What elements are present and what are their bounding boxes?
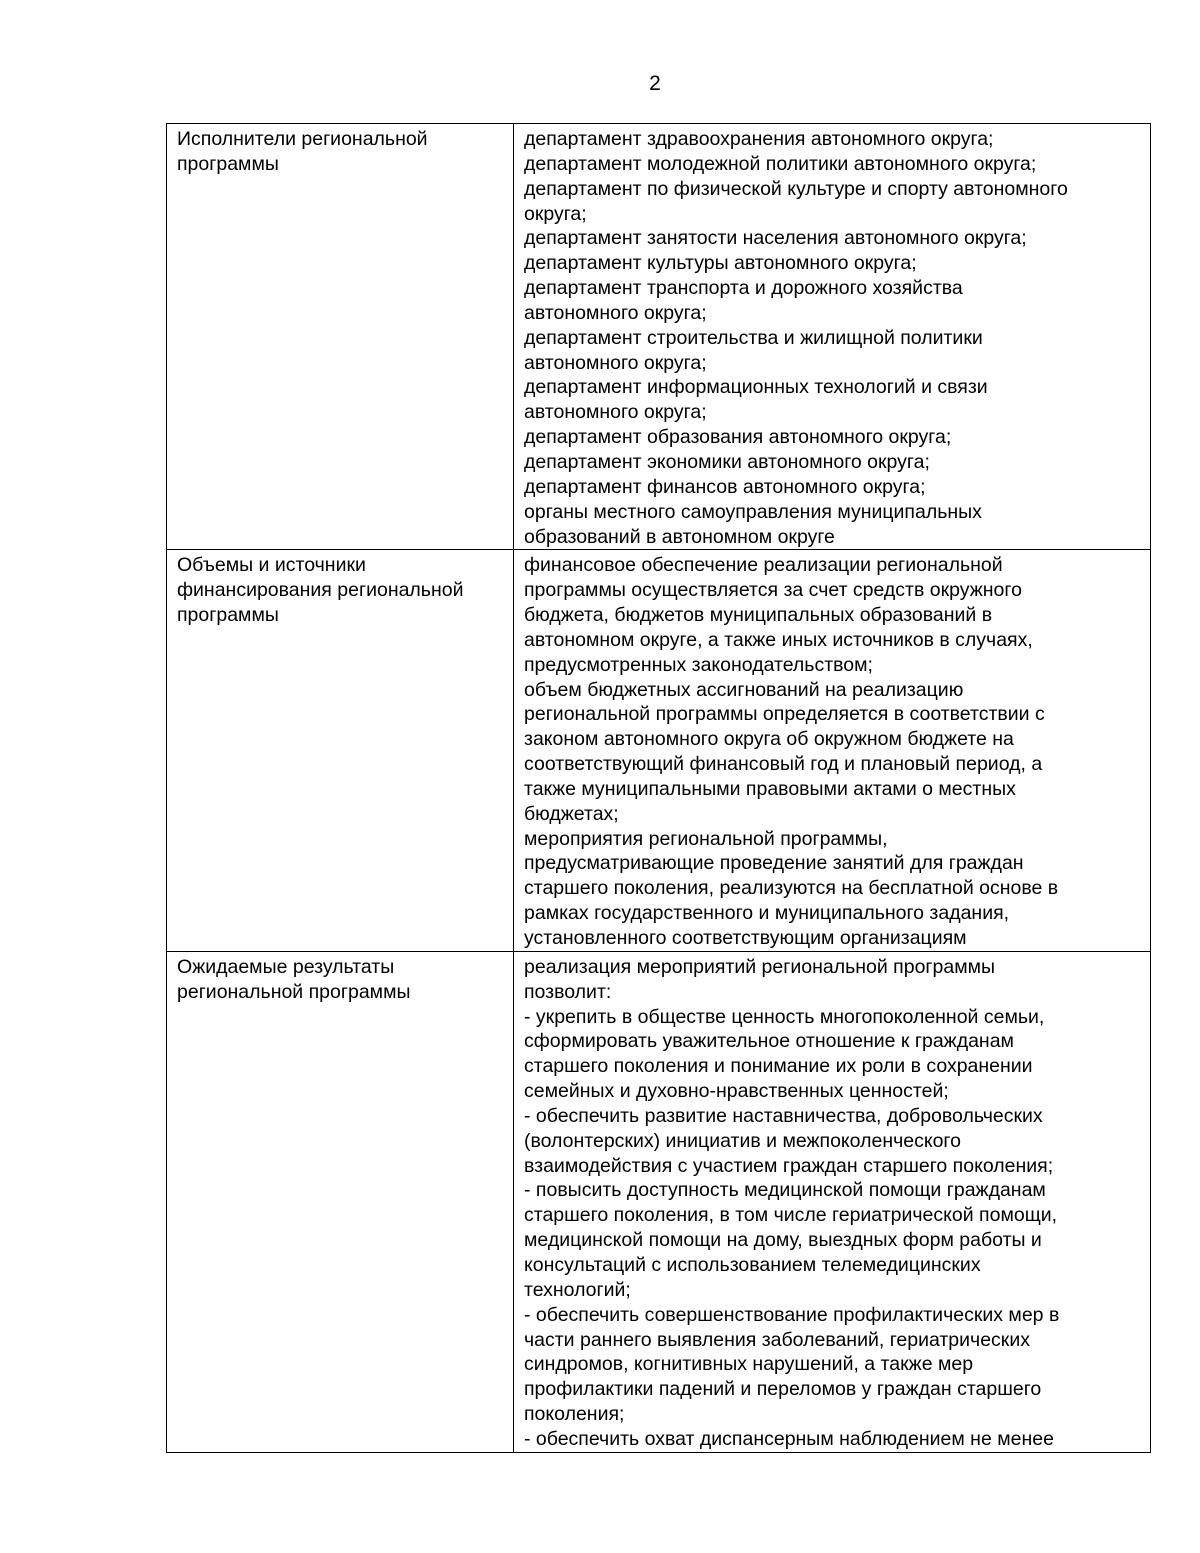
value-line: региональной программы определяется в соответствии с: [524, 703, 1045, 726]
row-value-executors: [514, 124, 1151, 550]
value-line: департамент занятости населения автономного округа;: [524, 227, 1027, 250]
row-label-expected-results: [167, 951, 514, 1452]
value-line: департамент строительства и жилищной политики: [524, 326, 983, 349]
value-line: - повысить доступность медицинской помощи гражданам: [524, 1179, 1046, 1202]
value-line: бюджетах;: [524, 802, 619, 825]
table-row: [167, 550, 1151, 952]
value-line: департамент транспорта и дорожного хозяйства: [524, 277, 963, 300]
value-line: автономного округа;: [524, 301, 707, 324]
label-line: программы: [177, 604, 279, 627]
table-row: [167, 124, 1151, 550]
value-line: мероприятия региональной программы,: [524, 827, 888, 850]
value-line: - обеспечить совершенствование профилактических мер в: [524, 1303, 1060, 1326]
value-line: департамент информационных технологий и связи: [524, 376, 988, 399]
value-line: автономного округа;: [524, 401, 707, 424]
program-passport-table: [166, 123, 1151, 1453]
value-line: - обеспечить охват диспансерным наблюдением не менее: [524, 1427, 1054, 1450]
value-line: рамках государственного и муниципального задания,: [524, 902, 1010, 925]
value-line: (волонтерских) инициатив и межпоколенческого: [524, 1129, 961, 1152]
value-line: соответствующий финансовый год и плановый период, а: [524, 753, 1043, 776]
value-line: семейных и духовно-нравственных ценностей;: [524, 1080, 949, 1103]
value-line: департамент образования автономного округа;: [524, 426, 952, 449]
value-line: - обеспечить развитие наставничества, добровольческих: [524, 1104, 1043, 1127]
value-line: департамент здравоохранения автономного округа;: [524, 128, 994, 150]
value-line: консультаций с использованием телемедицинских: [524, 1253, 981, 1276]
value-line: округа;: [524, 202, 587, 225]
label-line: программы: [177, 152, 279, 175]
label-line: финансирования региональной: [177, 579, 464, 602]
value-line: установленного соответствующим организациям: [524, 927, 967, 949]
value-line: бюджета, бюджетов муниципальных образований в: [524, 604, 993, 627]
table-row: [167, 951, 1151, 1452]
value-line: объем бюджетных ассигнований на реализацию: [524, 678, 964, 701]
row-value-financing: [514, 550, 1151, 952]
value-line: реализация мероприятий региональной программы: [524, 955, 996, 978]
value-line: также муниципальными правовыми актами о местных: [524, 777, 1016, 800]
label-line: региональной программы: [177, 980, 411, 1003]
value-line: законом автономного округа об окружном бюджете на: [524, 728, 1014, 751]
label-line: Исполнители региональной: [177, 128, 428, 150]
value-line: взаимодействия с участием граждан старшего поколения;: [524, 1154, 1054, 1177]
row-label-executors: [167, 124, 514, 550]
value-line: старшего поколения, реализуются на бесплатной основе в: [524, 877, 1059, 900]
value-line: сформировать уважительное отношение к гражданам: [524, 1030, 1014, 1053]
value-line: старшего поколения, в том числе гериатрической помощи,: [524, 1204, 1058, 1227]
row-value-expected-results: [514, 951, 1151, 1452]
value-line: департамент молодежной политики автономного округа;: [524, 152, 1037, 175]
value-line: медицинской помощи на дому, выездных форм работы и: [524, 1229, 1042, 1252]
value-line: департамент экономики автономного округа;: [524, 450, 930, 473]
value-line: позволит:: [524, 980, 612, 1003]
value-line: технологий;: [524, 1278, 631, 1301]
page-number: 2: [649, 72, 661, 95]
value-line: автономного округа;: [524, 351, 707, 374]
value-line: финансовое обеспечение реализации региональной: [524, 554, 1003, 577]
value-line: синдромов, когнитивных нарушений, а также мер: [524, 1353, 974, 1376]
value-line: профилактики падений и переломов у граждан старшего: [524, 1378, 1042, 1401]
value-line: автономном округе, а также иных источников в случаях,: [524, 628, 1033, 651]
value-line: части раннего выявления заболеваний, гериатрических: [524, 1328, 1030, 1351]
value-line: старшего поколения и понимание их роли в сохранении: [524, 1055, 1033, 1078]
value-line: департамент по физической культуре и спорту автономного: [524, 177, 1068, 200]
value-line: образований в автономном округе: [524, 525, 835, 548]
value-line: департамент финансов автономного округа;: [524, 475, 926, 498]
value-line: предусмотренных законодательством;: [524, 653, 873, 676]
label-line: Ожидаемые результаты: [177, 955, 395, 978]
label-line: Объемы и источники: [177, 554, 366, 577]
value-line: - укрепить в обществе ценность многопоколенной семьи,: [524, 1005, 1045, 1028]
value-line: предусматривающие проведение занятий для граждан: [524, 852, 1024, 875]
row-label-financing: [167, 550, 514, 952]
value-line: поколения;: [524, 1403, 625, 1426]
value-line: программы осуществляется за счет средств окружного: [524, 579, 1022, 602]
value-line: органы местного самоуправления муниципальных: [524, 500, 982, 523]
value-line: департамент культуры автономного округа;: [524, 252, 917, 275]
